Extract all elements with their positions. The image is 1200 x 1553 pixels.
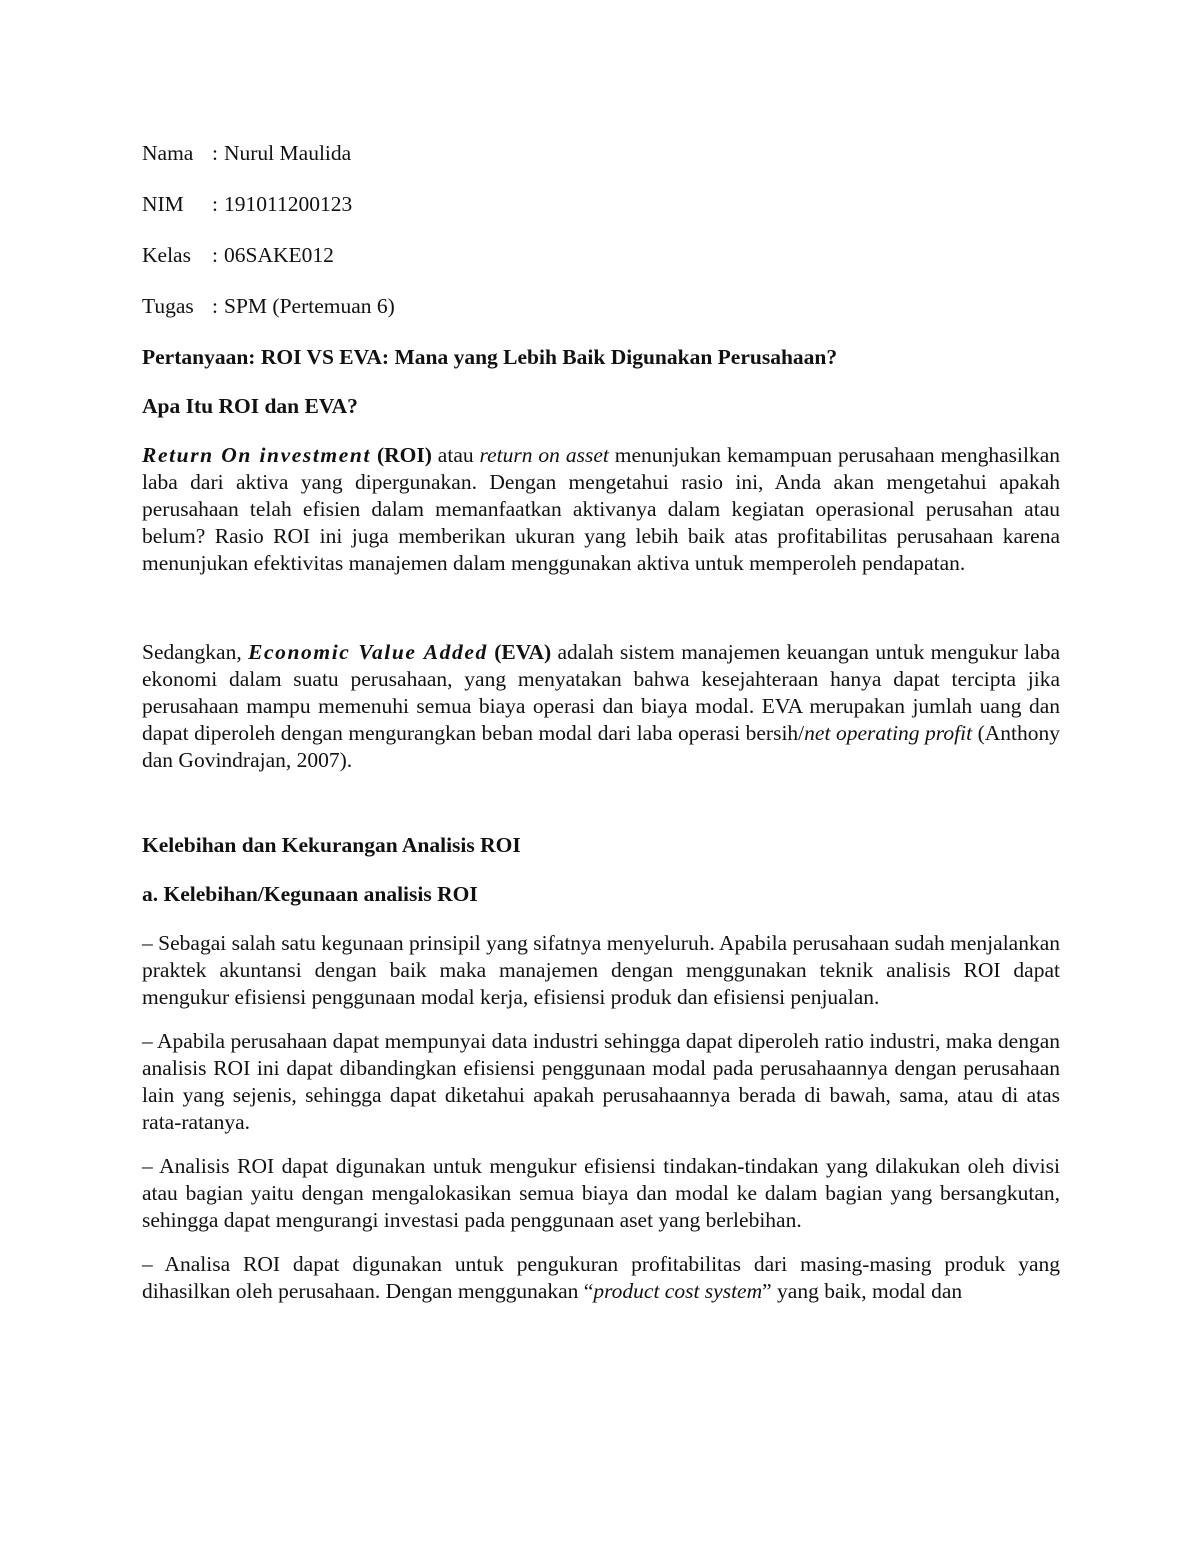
document-body [142, 140, 1060, 1305]
kelas-separator: : [212, 243, 218, 267]
section-heading-roi-eva: Apa Itu ROI dan EVA? [142, 394, 358, 418]
nim-label: NIM [142, 192, 184, 216]
field-kelas [142, 242, 1060, 272]
section-heading-kelebihan: Kelebihan dan Kekurangan Analisis ROI [142, 833, 521, 857]
spacer [142, 577, 1060, 639]
nama-value: Nurul Maulida [224, 141, 352, 165]
roi-abbr: (ROI) [376, 443, 432, 467]
question-heading: Pertanyaan: ROI VS EVA: Mana yang Lebih Baik Digunakan Perusahaan? [142, 345, 838, 369]
list-item-point-3: – Analisis ROI dapat digunakan untuk mengukur efisiensi tindakan-tindakan yang dilakukan oleh divisi atau bagian yaitu dengan mengalokasikan semua biaya dan modal ke dalam bagian yang bersangkutan, sehingga dapat mengurangi investasi pada penggunaan aset yang berlebihan. [142, 1154, 1060, 1232]
list-item-point-1: – Sebagai salah satu kegunaan prinsipil yang sifatnya menyeluruh. Apabila perusahaan sudah menjalankan praktek akuntansi dengan baik maka manajemen dengan menggunakan teknik analisis ROI dapat mengukur efisiensi penggunaan modal kerja, efisiensi produk dan efisiensi penjualan. [142, 931, 1060, 1009]
list-item-point-2: – Apabila perusahaan dapat mempunyai data industri sehingga dapat diperoleh ratio industri, maka dengan analisis ROI ini dapat dibandingkan efisiensi penggunaan modal pada perusahaannya dengan perusahaan lain yang sejenis, sehingga dapat diketahui apakah perusahaannya berada di bawah, sama, atau di atas rata-ratanya. [142, 1029, 1060, 1134]
nama-label: Nama [142, 141, 194, 165]
roi-term: Return On investment [142, 443, 372, 467]
field-tugas [142, 293, 1060, 323]
tugas-label: Tugas [142, 294, 194, 318]
eva-text-1: adalah sistem manajemen keuangan untuk mengukur laba ekonomi dalam suatu perusahaan, yang menyatakan bahwa kesejahteraan hanya dapat tercipta jika perusahaan mampu memenuhi semua biaya operasi dan biaya modal. EVA merupakan jumlah uang dan dapat diperoleh dengan mengurangkan beban modal dari laba operasi bersih/ [142, 640, 1060, 745]
nim-value: 191011200123 [224, 192, 353, 216]
spacer [142, 1011, 1060, 1028]
eva-italic-term: net operating profit [804, 721, 973, 745]
list-item-point-4 [142, 1251, 1060, 1305]
field-nim [142, 191, 1060, 221]
nim-separator: : [212, 192, 218, 216]
roi-text-2: menunjukan kemampuan perusahaan menghasilkan laba dari aktiva yang dipergunakan. Dengan mengetahui rasio ini, Anda akan mengetahui apakah perusahaan telah efisien dalam memanfaatkan aktivanya dalam kegiatan operasional perusahan atau belum? Rasio ROI ini juga memberikan ukuran yang lebih baik atas profitabilitas perusahaan karena menunjukan efektivitas manajemen dalam menggunakan aktiva untuk memperoleh pendapatan. [142, 443, 1060, 575]
spacer [142, 1234, 1060, 1251]
eva-text-2: (Anthony dan Govindrajan, 2007). [142, 721, 1060, 772]
tugas-value: SPM (Pertemuan 6) [224, 294, 395, 318]
roi-text-1: atau [431, 443, 480, 467]
point-4-text-2: ” yang baik, modal dan [762, 1279, 963, 1303]
point-4-text-1: – Analisa ROI dapat digunakan untuk pengukuran profitabilitas dari masing-masing produk yang dihasilkan oleh perusahaan. Dengan menggunakan “ [142, 1252, 1060, 1303]
nama-separator: : [212, 141, 218, 165]
point-4-italic-term: product cost system [593, 1279, 763, 1303]
eva-paragraph [142, 639, 1060, 774]
spacer [142, 1136, 1060, 1153]
field-nama [142, 140, 1060, 170]
kelas-value: 06SAKE012 [224, 243, 334, 267]
eva-abbr: (EVA) [494, 640, 552, 664]
eva-term: Economic Value Added [248, 640, 488, 664]
kelas-label: Kelas [142, 243, 191, 267]
roi-paragraph [142, 442, 1060, 577]
roi-alt-term: return on asset [479, 443, 609, 467]
subheading-kelebihan: a. Kelebihan/Kegunaan analisis ROI [142, 882, 478, 906]
eva-lead: Sedangkan, [142, 640, 249, 664]
spacer [142, 774, 1060, 832]
tugas-separator: : [212, 294, 218, 318]
